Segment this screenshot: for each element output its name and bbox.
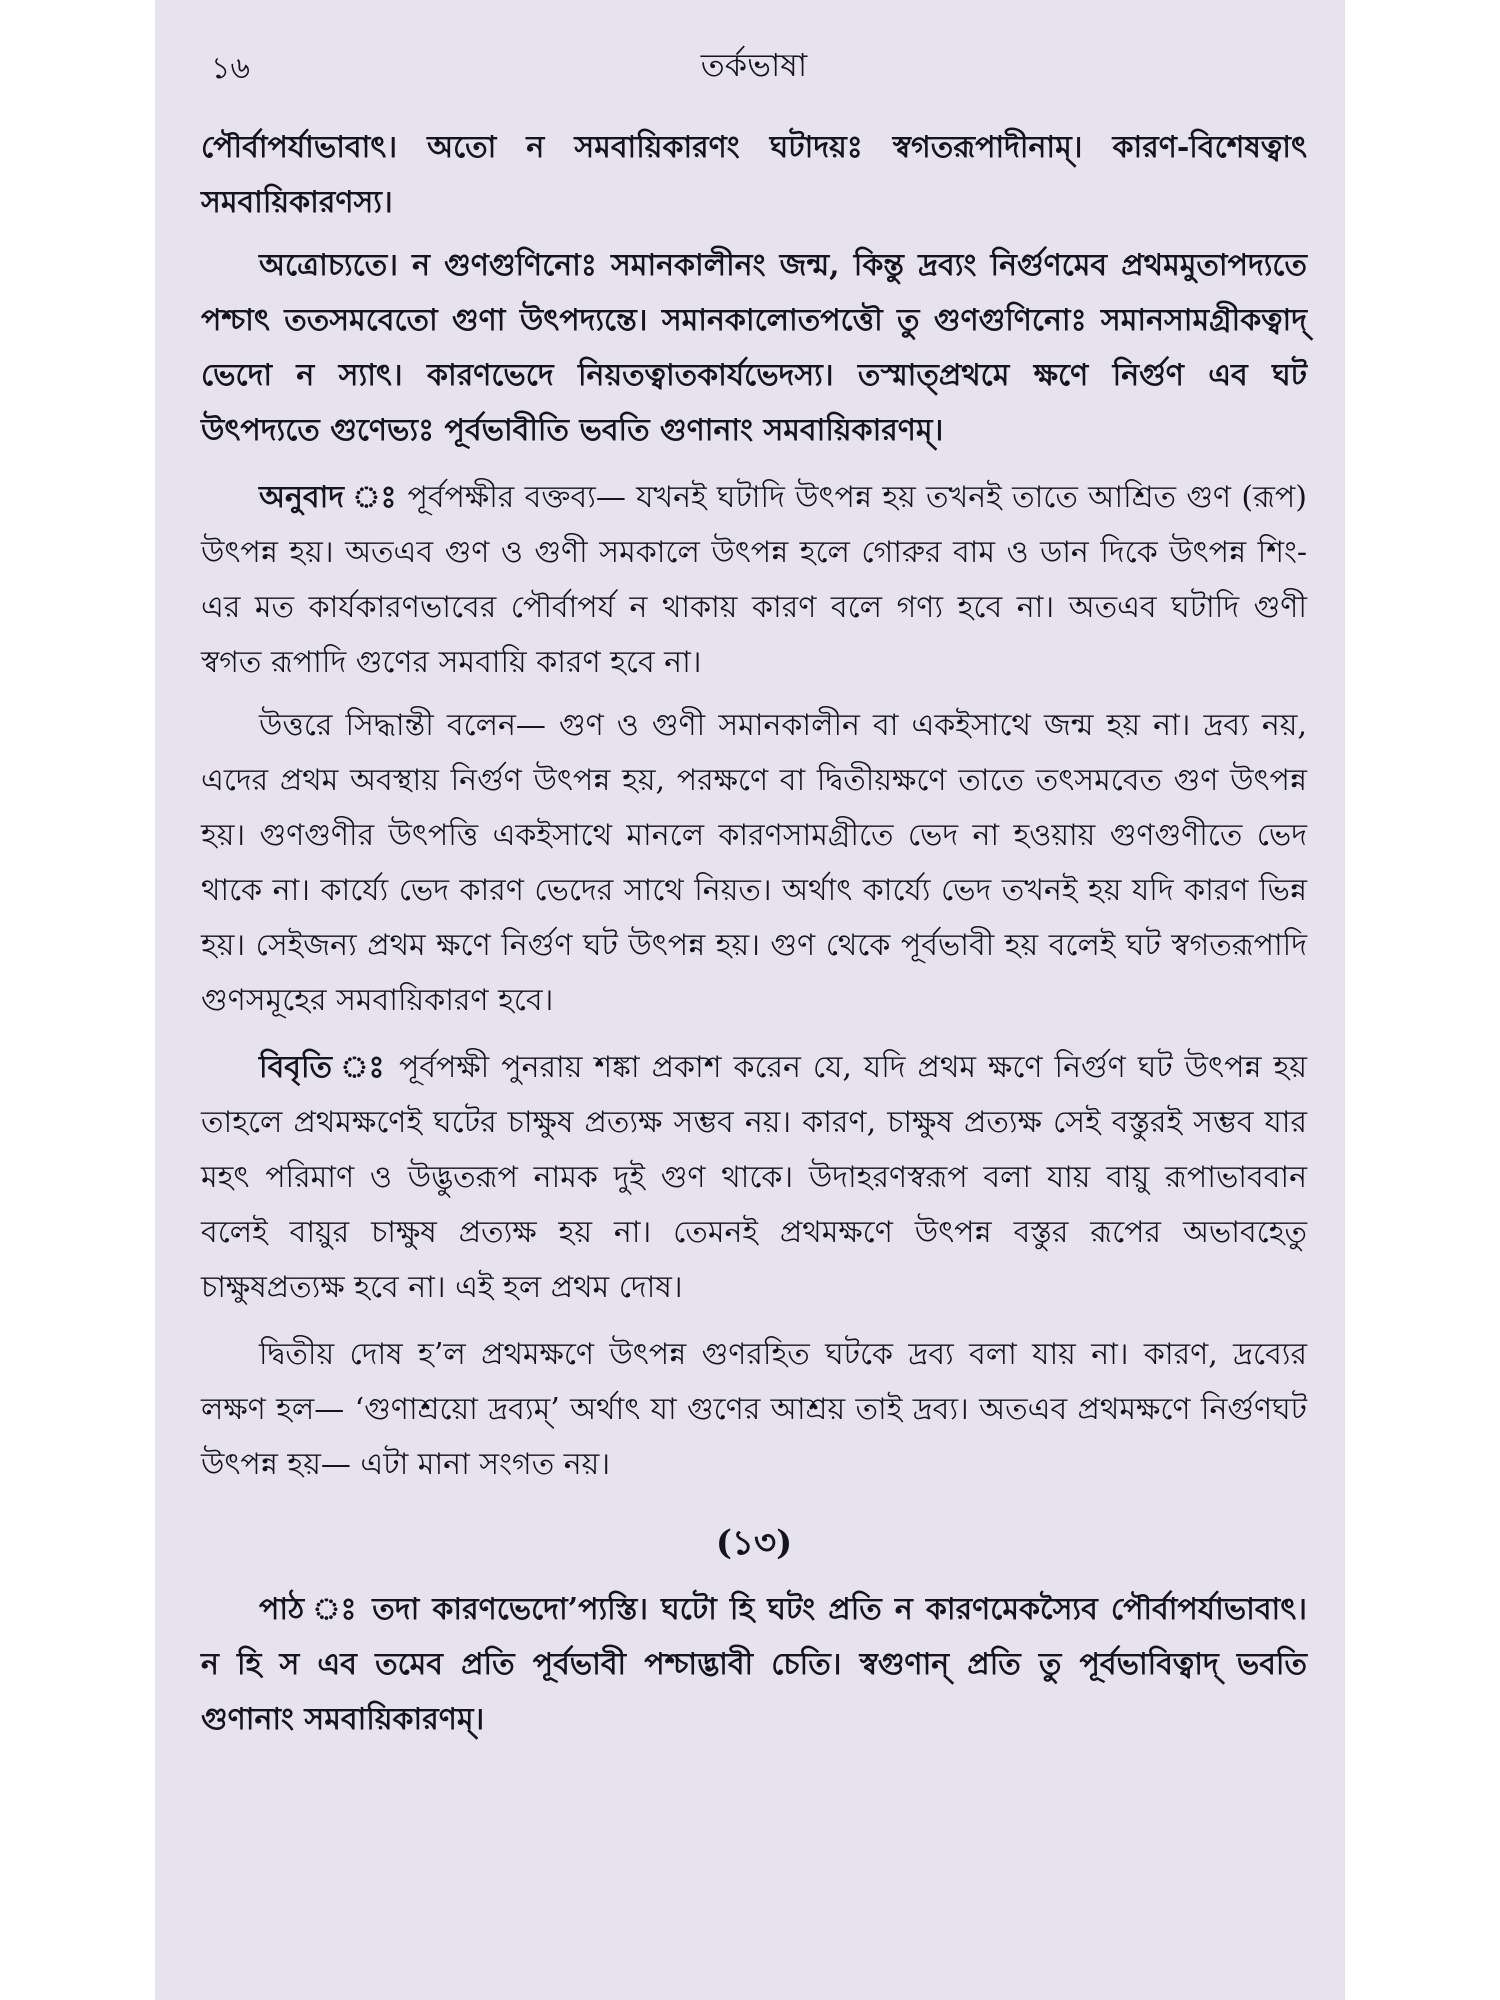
section-number: (১৩) bbox=[715, 1523, 793, 1563]
commentary-paragraph-2: দ্বিতীয় দোষ হ’ল প্রথমক্ষণে উৎপন্ন গুণরহিত ঘটকে দ্রব্য বলা যায় না। কারণ, দ্রব্যের লক্ষণ হল— ‘গুণাশ্রয়ো দ্রব্যম্’ অর্থাৎ যা গুণের আশ্রয় তাই দ্রব্য। অতএব প্রথমক্ষণে নির্গুণঘট উৎপন্ন হয়— এটা মানা সংগত নয়। bbox=[201, 1337, 1307, 1482]
translation-text-1: পূর্বপক্ষীর বক্তব্য— যখনই ঘটাদি উৎপন্ন হয় তখনই তাতে আশ্রিত গুণ (রূপ) উৎপন্ন হয়। অতএব গুণ ও গুণী সমকালে উৎপন্ন হলে গোরুর বাম ও ডান দিকে উৎপন্ন শিং-এর মত কার্যকারণভাবের পৌর্বাপর্য ন থাকায় কারণ বলে গণ্য হবে না। অতএব ঘটাদি গুণী স্বগত রূপাদি গুণের সমবায়ি কারণ হবে না। bbox=[201, 480, 1307, 680]
commentary-paragraph-1 bbox=[201, 1040, 1307, 1315]
translation-paragraph-1 bbox=[201, 470, 1307, 690]
book-page bbox=[155, 0, 1345, 2000]
sanskrit-paragraph-1: পৌর্বাপর্যাভাবাৎ। অতো ন সমবায়িকারণং ঘটাদয়ঃ স্বগতরূপাদীনাম্। কারণ-বিশেষত্বাৎ সমবায়িকারণস্য। bbox=[201, 130, 1307, 220]
section-text: তদা কারণভেদো’প্যস্তি। ঘটো হি ঘটং প্রতি ন কারণমেকস্যৈব পৌর্বাপর্যাভাবাৎ। ন হি স এব তমেব প্রতি পূর্বভাবী পশ্চাদ্ভাবী চেতি। স্বগুণান্ প্রতি তু পূর্বভাবিত্বাদ্ ভবতি গুণানাং সমবায়িকারণম্। bbox=[201, 1592, 1307, 1737]
commentary-text-1: পূর্বপক্ষী পুনরায় শঙ্কা প্রকাশ করেন যে, যদি প্রথম ক্ষণে নির্গুণ ঘট উৎপন্ন হয় তাহলে প্রথমক্ষণেই ঘটের চাক্ষুষ প্রত্যক্ষ সম্ভব নয়। কারণ, চাক্ষুষ প্রত্যক্ষ সেই বস্তুরই সম্ভব যার মহৎ পরিমাণ ও উদ্ভুতরূপ নামক দুই গুণ থাকে। উদাহরণস্বরূপ বলা যায় বায়ু রূপাভাববান বলেই বায়ুর চাক্ষুষ প্রত্যক্ষ হয় না। তেমনই প্রথমক্ষণে উৎপন্ন বস্তুর রূপের অভাবহেতু চাক্ষুষপ্রত্যক্ষ হবে না। এই হল প্রথম দোষ। bbox=[201, 1050, 1307, 1305]
page-header bbox=[201, 0, 1307, 120]
running-title: তর্কভাষা bbox=[700, 46, 808, 84]
page-number: ১৬ bbox=[211, 51, 250, 86]
translation-paragraph-2: উত্তরে সিদ্ধান্তী বলেন— গুণ ও গুণী সমানকালীন বা একইসাথে জন্ম হয় না। দ্রব্য নয়, এদের প্রথম অবস্থায় নির্গুণ উৎপন্ন হয়, পরক্ষণে বা দ্বিতীয়ক্ষণে তাতে তৎসমবেত গুণ উৎপন্ন হয়। গুণগুণীর উৎপত্তি একইসাথে মানলে কারণসামগ্রীতে ভেদ না হওয়ায় গুণগুণীতে ভেদ থাকে না। কার্য্যে ভেদ কারণ ভেদের সাথে নিয়ত। অর্থাৎ কার্য্যে ভেদ তখনই হয় যদি কারণ ভিন্ন হয়। সেইজন্য প্রথম ক্ষণে নির্গুণ ঘট উৎপন্ন হয়। গুণ থেকে পূর্বভাবী হয় বলেই ঘট স্বগতরূপাদি গুণসমূহের সমবায়িকারণ হবে। bbox=[201, 708, 1307, 1018]
sanskrit-paragraph-2: অত্রোচ্যতে। ন গুণগুণিনোঃ সমানকালীনং জন্ম, কিন্তু দ্রব্যং নির্গুণমেব প্রথমমুতাপদ্যতে পশ্চাৎ ততসমবেতো গুণা উৎপদ্যন্তে। সমানকালোতপত্তৌ তু গুণগুণিনোঃ সমানসামগ্রীকত্বাদ্ ভেদো ন স্যাৎ। কারণভেদে নিয়তত্বাতকার্যভেদস্য। তস্মাত্প্রথমে ক্ষণে নির্গুণ এব ঘট উৎপদ্যতে গুণেভ্যঃ পূর্বভাবীতি ভবতি গুণানাং সমবায়িকারণম্। bbox=[201, 248, 1307, 448]
commentary-label: বিবৃতি ঃ bbox=[259, 1050, 387, 1085]
translation-label: অনুবাদ ঃ bbox=[259, 480, 398, 515]
section-label: পাঠ ঃ bbox=[259, 1592, 360, 1627]
section-text-paragraph bbox=[201, 1582, 1307, 1747]
